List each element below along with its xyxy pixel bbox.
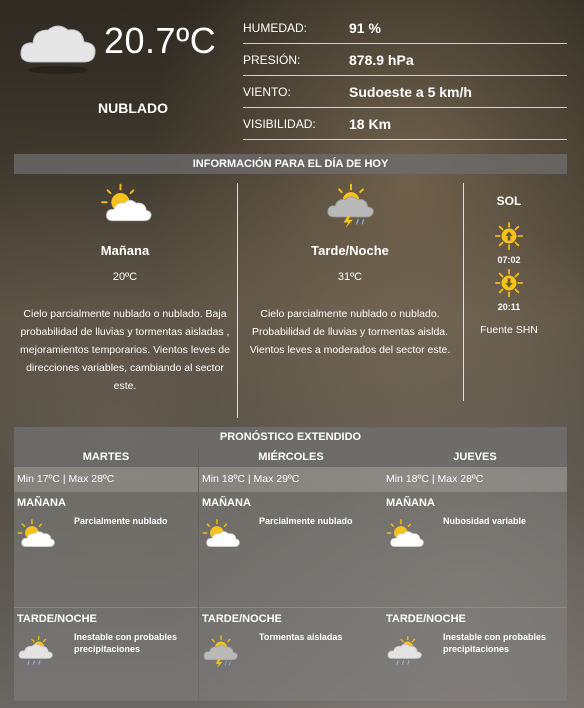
sunrise-time: 07:02 <box>497 255 521 265</box>
sun-source: Fuente SHN <box>480 324 538 336</box>
today-night <box>244 182 456 359</box>
humidity-value: 91 % <box>349 19 381 36</box>
pressure-row <box>243 44 567 76</box>
night-text: Inestable con probables precipitaciones <box>443 632 547 654</box>
day-night <box>383 607 567 701</box>
extended-header: PRONÓSTICO EXTENDIDO <box>14 427 567 447</box>
visibility-label: VISIBILIDAD: <box>243 116 316 131</box>
current-stats <box>243 12 567 140</box>
partly-cloudy-icon <box>384 518 426 552</box>
night-label: TARDE/NOCHE <box>17 613 97 625</box>
divider <box>237 183 238 418</box>
morning-text: Parcialmente nublado <box>74 516 168 526</box>
day-night <box>14 607 198 701</box>
day-morning <box>199 491 383 607</box>
sun-panel <box>470 194 548 336</box>
day-night <box>199 607 383 701</box>
day-morning <box>14 491 198 607</box>
forecast-day-tuesday <box>14 447 198 700</box>
wind-value: Sudoeste a 5 km/h <box>349 83 472 100</box>
storm-icon <box>323 182 379 228</box>
today-morning <box>18 182 232 395</box>
night-text: Inestable con probables precipitaciones <box>74 632 178 654</box>
today-night-desc: Cielo parcialmente nublado o nublado. Probabilidad de lluvias y tormentas aislda. Vientos leves a moderados del sector este. <box>249 308 451 356</box>
today-night-temp: 31ºC <box>337 271 363 283</box>
today-night-title: Tarde/Noche <box>311 243 389 258</box>
visibility-value: 18 Km <box>349 115 392 132</box>
cloud-icon <box>18 16 98 76</box>
forecast-day-thursday <box>383 447 567 700</box>
pressure-label: PRESIÓN: <box>243 52 301 67</box>
night-label: TARDE/NOCHE <box>386 613 466 625</box>
sunset-icon <box>495 269 523 297</box>
humidity-row <box>243 12 567 44</box>
morning-text: Parcialmente nublado <box>259 516 353 526</box>
partly-cloudy-icon <box>98 182 154 228</box>
night-text: Tormentas aisladas <box>259 632 343 642</box>
day-morning <box>383 491 567 607</box>
rain-sun-icon <box>384 634 426 668</box>
pressure-value: 878.9 hPa <box>349 51 414 68</box>
current-temperature: 20.7ºC <box>104 20 217 61</box>
forecast-day-wednesday <box>199 447 383 700</box>
current-condition: NUBLADO <box>98 100 168 116</box>
visibility-row <box>243 108 567 140</box>
day-minmax: Min 18ºC | Max 28ºC <box>383 467 567 491</box>
sunrise-icon <box>495 222 523 250</box>
rain-sun-icon <box>15 634 57 668</box>
day-name: MIÉRCOLES <box>199 447 383 467</box>
partly-cloudy-icon <box>200 518 242 552</box>
partly-cloudy-icon <box>15 518 57 552</box>
today-morning-title: Mañana <box>100 243 150 258</box>
day-name: MARTES <box>14 447 198 467</box>
morning-label: MAÑANA <box>17 497 66 509</box>
day-name: JUEVES <box>383 447 567 467</box>
day-minmax: Min 17ºC | Max 28ºC <box>14 467 198 491</box>
divider <box>463 183 464 401</box>
today-header: INFORMACIÓN PARA EL DÍA DE HOY <box>14 154 567 174</box>
morning-text: Nubosidad variable <box>443 516 527 526</box>
sunset-time: 20:11 <box>497 302 521 312</box>
morning-label: MAÑANA <box>202 497 251 509</box>
today-morning-temp: 20ºC <box>112 271 138 283</box>
today-morning-desc: Cielo parcialmente nublado o nublado. Baja probabilidad de lluvias y tormentas aisladas , mejoramientos temporarios. Vientos leves de direcciones variables, cambiando al sector este. <box>20 308 230 392</box>
day-minmax: Min 18ºC | Max 29ºC <box>199 467 383 491</box>
humidity-label: HUMEDAD: <box>243 20 308 35</box>
wind-label: VIENTO: <box>243 84 291 99</box>
morning-label: MAÑANA <box>386 497 435 509</box>
storm-icon <box>200 634 242 668</box>
wind-row <box>243 76 567 108</box>
night-label: TARDE/NOCHE <box>202 613 282 625</box>
sun-title: SOL <box>496 194 522 208</box>
